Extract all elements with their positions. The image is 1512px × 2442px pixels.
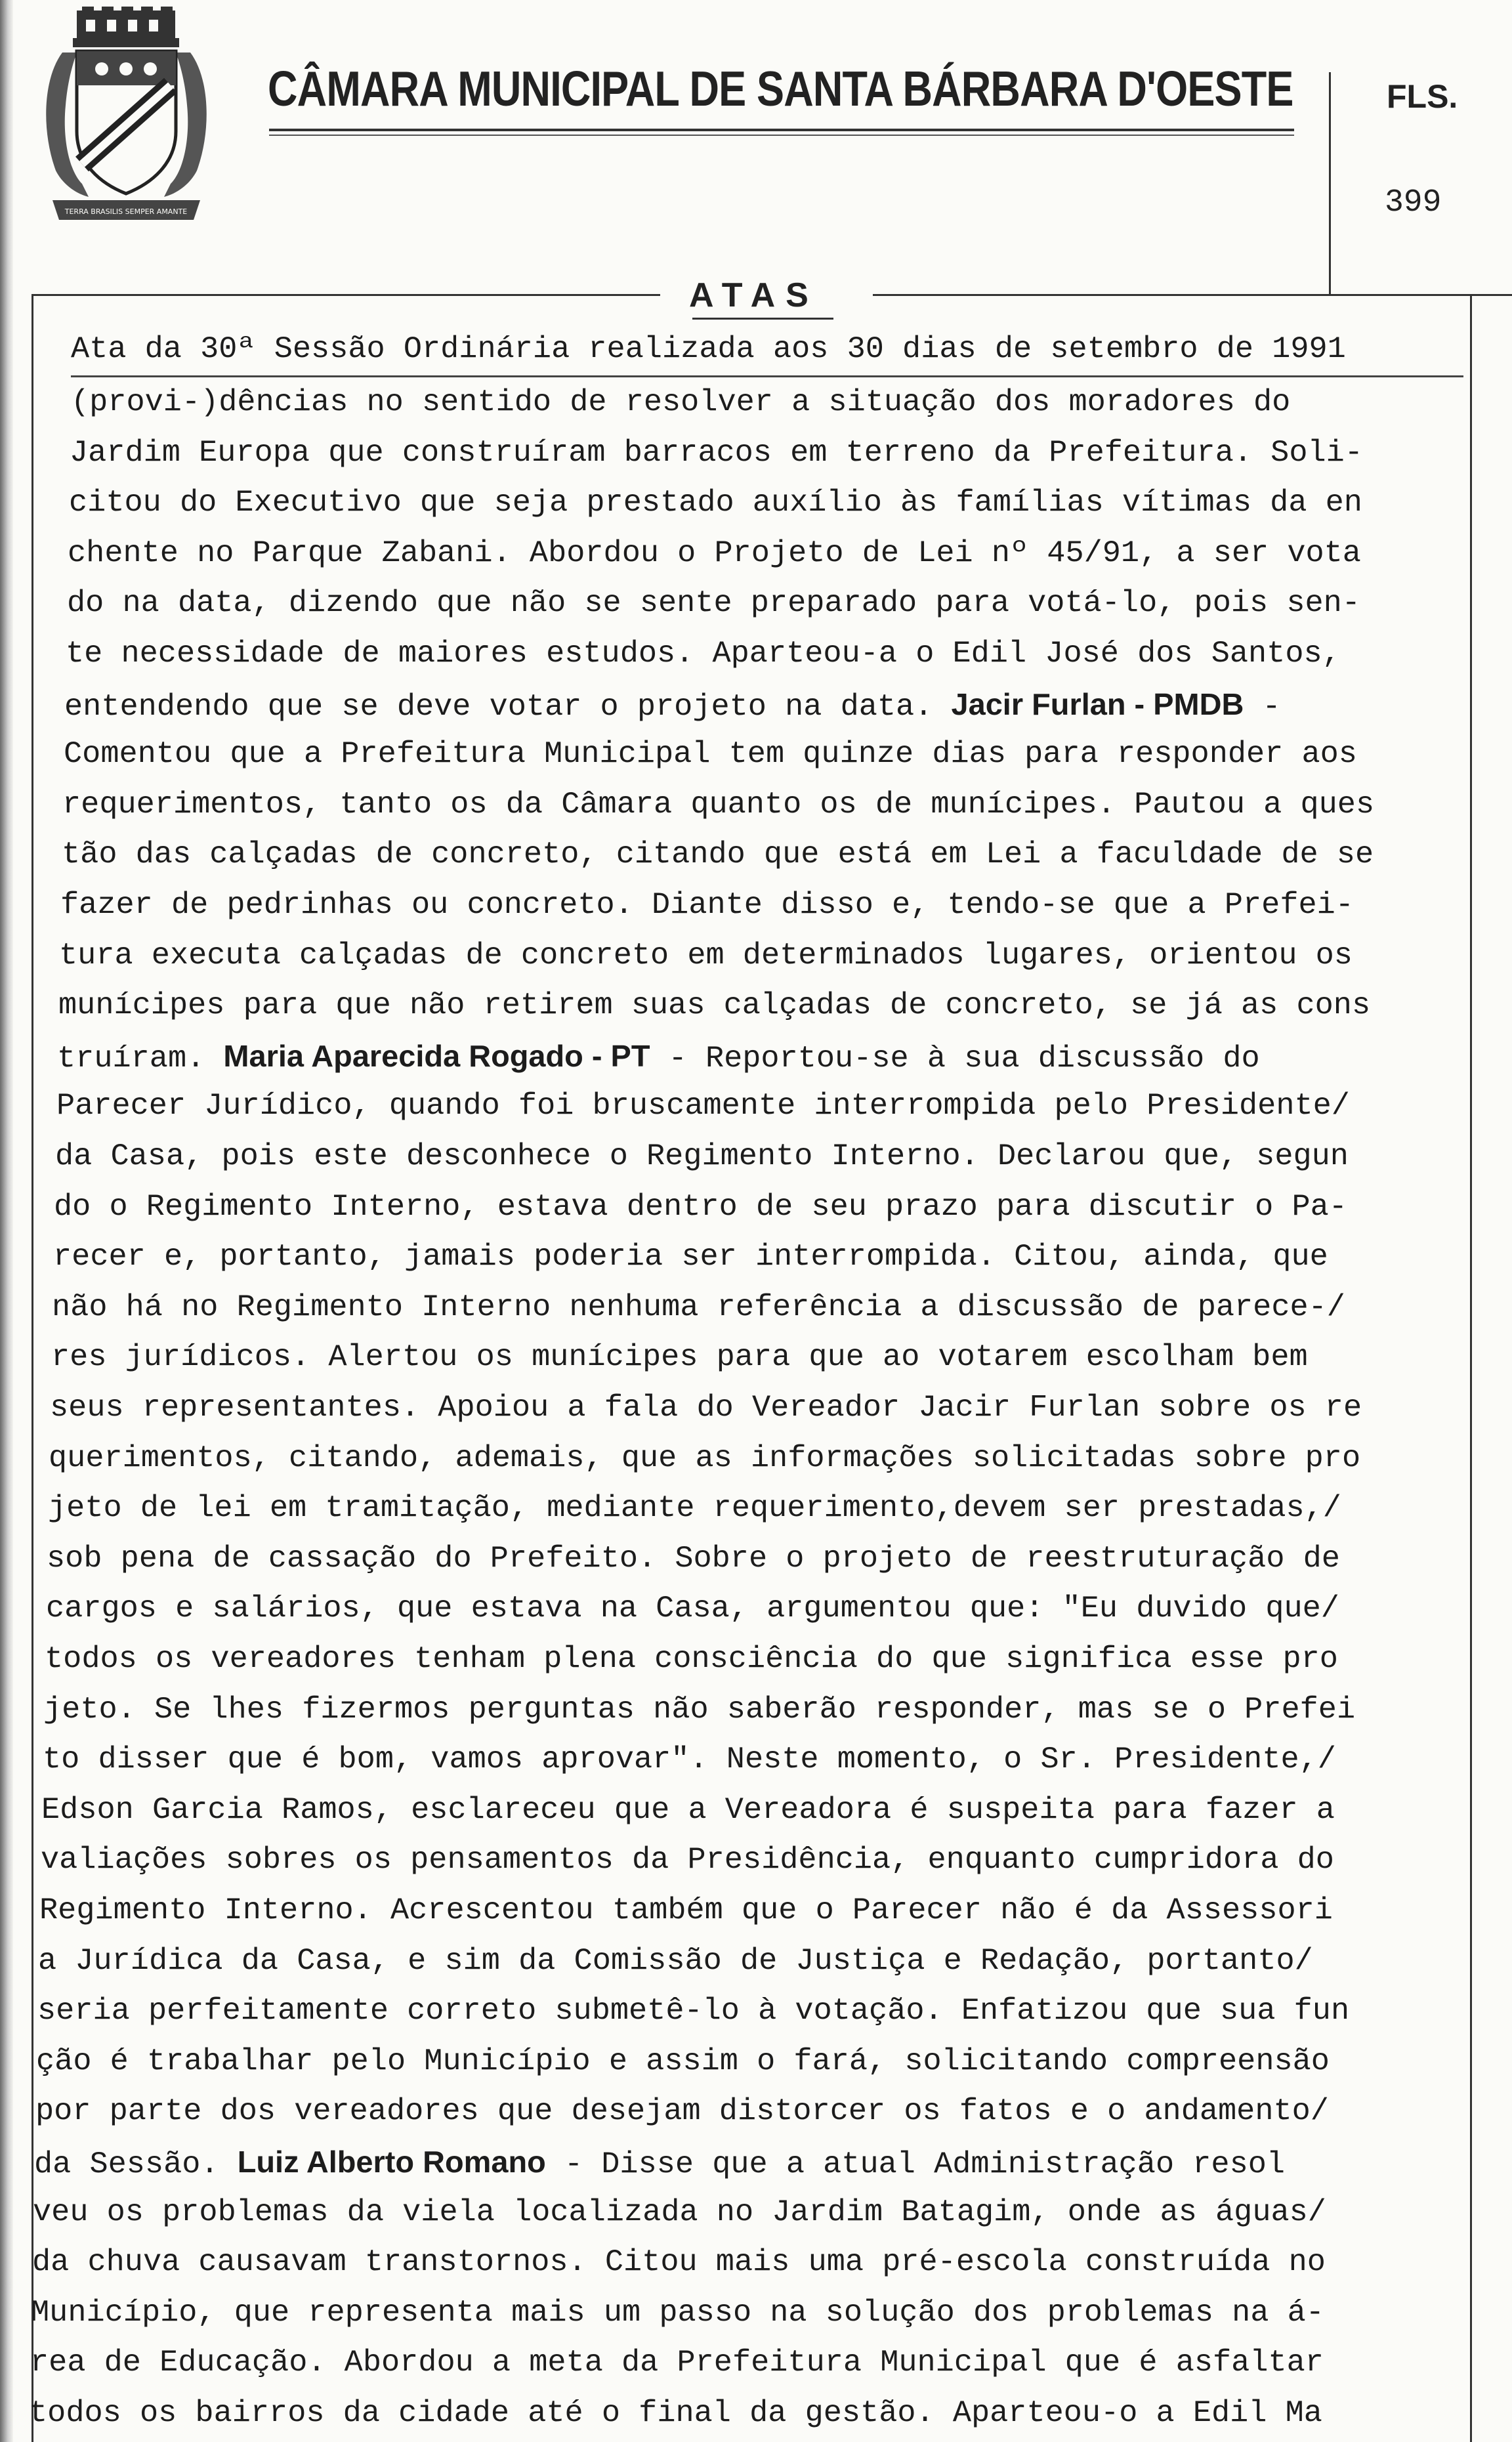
minute-line: do na data, dizendo que não se sente preparado para votá-lo, pois sen- <box>67 586 1360 620</box>
minute-line: a Jurídica da Casa, e sim da Comissão de Justiça e Redação, portanto/ <box>38 1944 1313 1978</box>
minute-line: todos os bairros da cidade até o final da gestão. Aparteou-o a Edil Ma <box>29 2396 1322 2430</box>
minute-line: Parecer Jurídico, quando foi bruscamente interrompida pelo Presidente/ <box>56 1089 1350 1123</box>
frame-left-border <box>32 294 33 2442</box>
section-title: ATAS <box>689 276 819 314</box>
minute-line: não há no Regimento Interno nenhuma referência a discussão de parece-/ <box>52 1290 1345 1324</box>
minute-line: por parte dos vereadores que desejam distorcer os fatos e o andamento/ <box>35 2094 1329 2128</box>
minute-line: munícipes para que não retirem suas calçadas de concreto, se já as cons <box>58 988 1371 1022</box>
minute-line: Comentou que a Prefeitura Municipal tem quinze dias para responder aos <box>64 737 1357 771</box>
speaker-name: Luiz Alberto Romano <box>237 2145 546 2179</box>
minute-line: entendendo que se deve votar o projeto na data. Jacir Furlan - PMDB - <box>64 687 1281 724</box>
minute-line: da Sessão. Luiz Alberto Romano - Disse que a atual Administração resol <box>34 2145 1286 2181</box>
header-rule-thin <box>269 135 1294 136</box>
folio-label: FLS. <box>1387 78 1458 115</box>
minute-line: cargos e salários, que estava na Casa, argumentou que: "Eu duvido que/ <box>46 1591 1339 1626</box>
minute-line: Jardim Europa que construíram barracos em terreno da Prefeitura. Soli- <box>70 436 1363 470</box>
binding-shadow <box>0 0 13 2442</box>
minute-line: recer e, portanto, jamais poderia ser interrompida. Citou, ainda, que <box>53 1240 1328 1274</box>
minute-line: querimentos, citando, ademais, que as informações solicitadas sobre pro <box>49 1441 1361 1475</box>
minute-line: tura executa calçadas de concreto em determinados lugares, orientou os <box>59 938 1353 973</box>
minute-line: jeto. Se lhes fizermos perguntas não saberão responder, mas se o Prefei <box>43 1693 1356 1727</box>
municipal-seal-icon <box>36 7 217 226</box>
minute-line: Município, que representa mais um passo na solução dos problemas na á- <box>31 2296 1324 2330</box>
section-title-underline <box>692 318 833 320</box>
speaker-name: Jacir Furlan - PMDB <box>951 687 1244 721</box>
minute-title-underline <box>71 375 1463 377</box>
page-number: 399 <box>1385 185 1442 221</box>
minute-line: rea de Educação. Abordou a meta da Prefeitura Municipal que é asfaltar <box>30 2346 1324 2380</box>
minute-line: Edson Garcia Ramos, esclareceu que a Vereadora é suspeita para fazer a <box>41 1793 1335 1827</box>
header-rule <box>269 129 1294 131</box>
minute-line: todos os vereadores tenham plena consciência do que significa esse pro <box>45 1642 1338 1676</box>
minute-line: (provi-)dências no sentido de resolver a situação dos moradores do <box>71 385 1291 419</box>
minute-line: truíram. Maria Aparecida Rogado - PT - Reportou-se à sua discussão do <box>57 1039 1260 1076</box>
minute-line: seria perfeitamente correto submetê-lo à votação. Enfatizou que sua fun <box>37 1994 1350 2028</box>
svg-text:TERRA BRASILIS SEMPER AMANTE: TERRA BRASILIS SEMPER AMANTE <box>64 207 188 216</box>
section-rule-left <box>32 294 660 296</box>
minute-line: seus representantes. Apoiou a fala do Vereador Jacir Furlan sobre os re <box>50 1391 1362 1425</box>
minute-line: valiações sobres os pensamentos da Presidência, enquanto cumpridora do <box>41 1843 1334 1877</box>
minute-line: res jurídicos. Alertou os munícipes para que ao votarem escolham bem <box>51 1340 1308 1374</box>
frame-right-border <box>1470 294 1472 2442</box>
minute-line: sob pena de cassação do Prefeito. Sobre o projeto de reestruturação de <box>47 1542 1340 1576</box>
minute-line: Regimento Interno. Acrescentou também que o Parecer não é da Assessori <box>39 1893 1333 1927</box>
minute-line: chente no Parque Zabani. Abordou o Projeto de Lei nº 45/91, a ser vota <box>68 536 1361 570</box>
minute-line: te necessidade de maiores estudos. Aparteou-a o Edil José dos Santos, <box>66 637 1341 671</box>
speaker-name: Maria Aparecida Rogado - PT <box>223 1039 650 1073</box>
minute-line: ção é trabalhar pelo Município e assim o fará, solicitando compreensão <box>36 2044 1330 2078</box>
minute-line: da Casa, pois este desconhece o Regimento Interno. Declarou que, segun <box>55 1139 1349 1173</box>
minute-line: citou do Executivo que seja prestado auxílio às famílias vítimas da en <box>69 486 1362 520</box>
minute-line: tão das calçadas de concreto, citando que está em Lei a faculdade de se <box>62 837 1374 872</box>
section-rule-right <box>873 294 1512 296</box>
minute-title: Ata da 30ª Sessão Ordinária realizada aos 30 dias de setembro de 1991 <box>71 332 1346 366</box>
minute-line: jeto de lei em tramitação, mediante requerimento,devem ser prestadas,/ <box>48 1491 1341 1525</box>
minute-line: da chuva causavam transtornos. Citou mais uma pré-escola construída no <box>32 2245 1326 2279</box>
minute-line: do o Regimento Interno, estava dentro de seu prazo para discutir o Pa- <box>54 1190 1347 1224</box>
institution-title: CÂMARA MUNICIPAL DE SANTA BÁRBARA D'OESTE <box>268 61 1293 116</box>
page-number-divider <box>1329 72 1331 295</box>
minute-line: fazer de pedrinhas ou concreto. Diante disso e, tendo-se que a Prefei- <box>60 888 1354 922</box>
minute-line: to disser que é bom, vamos aprovar". Neste momento, o Sr. Presidente,/ <box>43 1742 1336 1777</box>
minute-line: veu os problemas da viela localizada no Jardim Batagim, onde as águas/ <box>33 2195 1326 2229</box>
minute-line: requerimentos, tanto os da Câmara quanto os de munícipes. Pautou a ques <box>62 788 1375 822</box>
